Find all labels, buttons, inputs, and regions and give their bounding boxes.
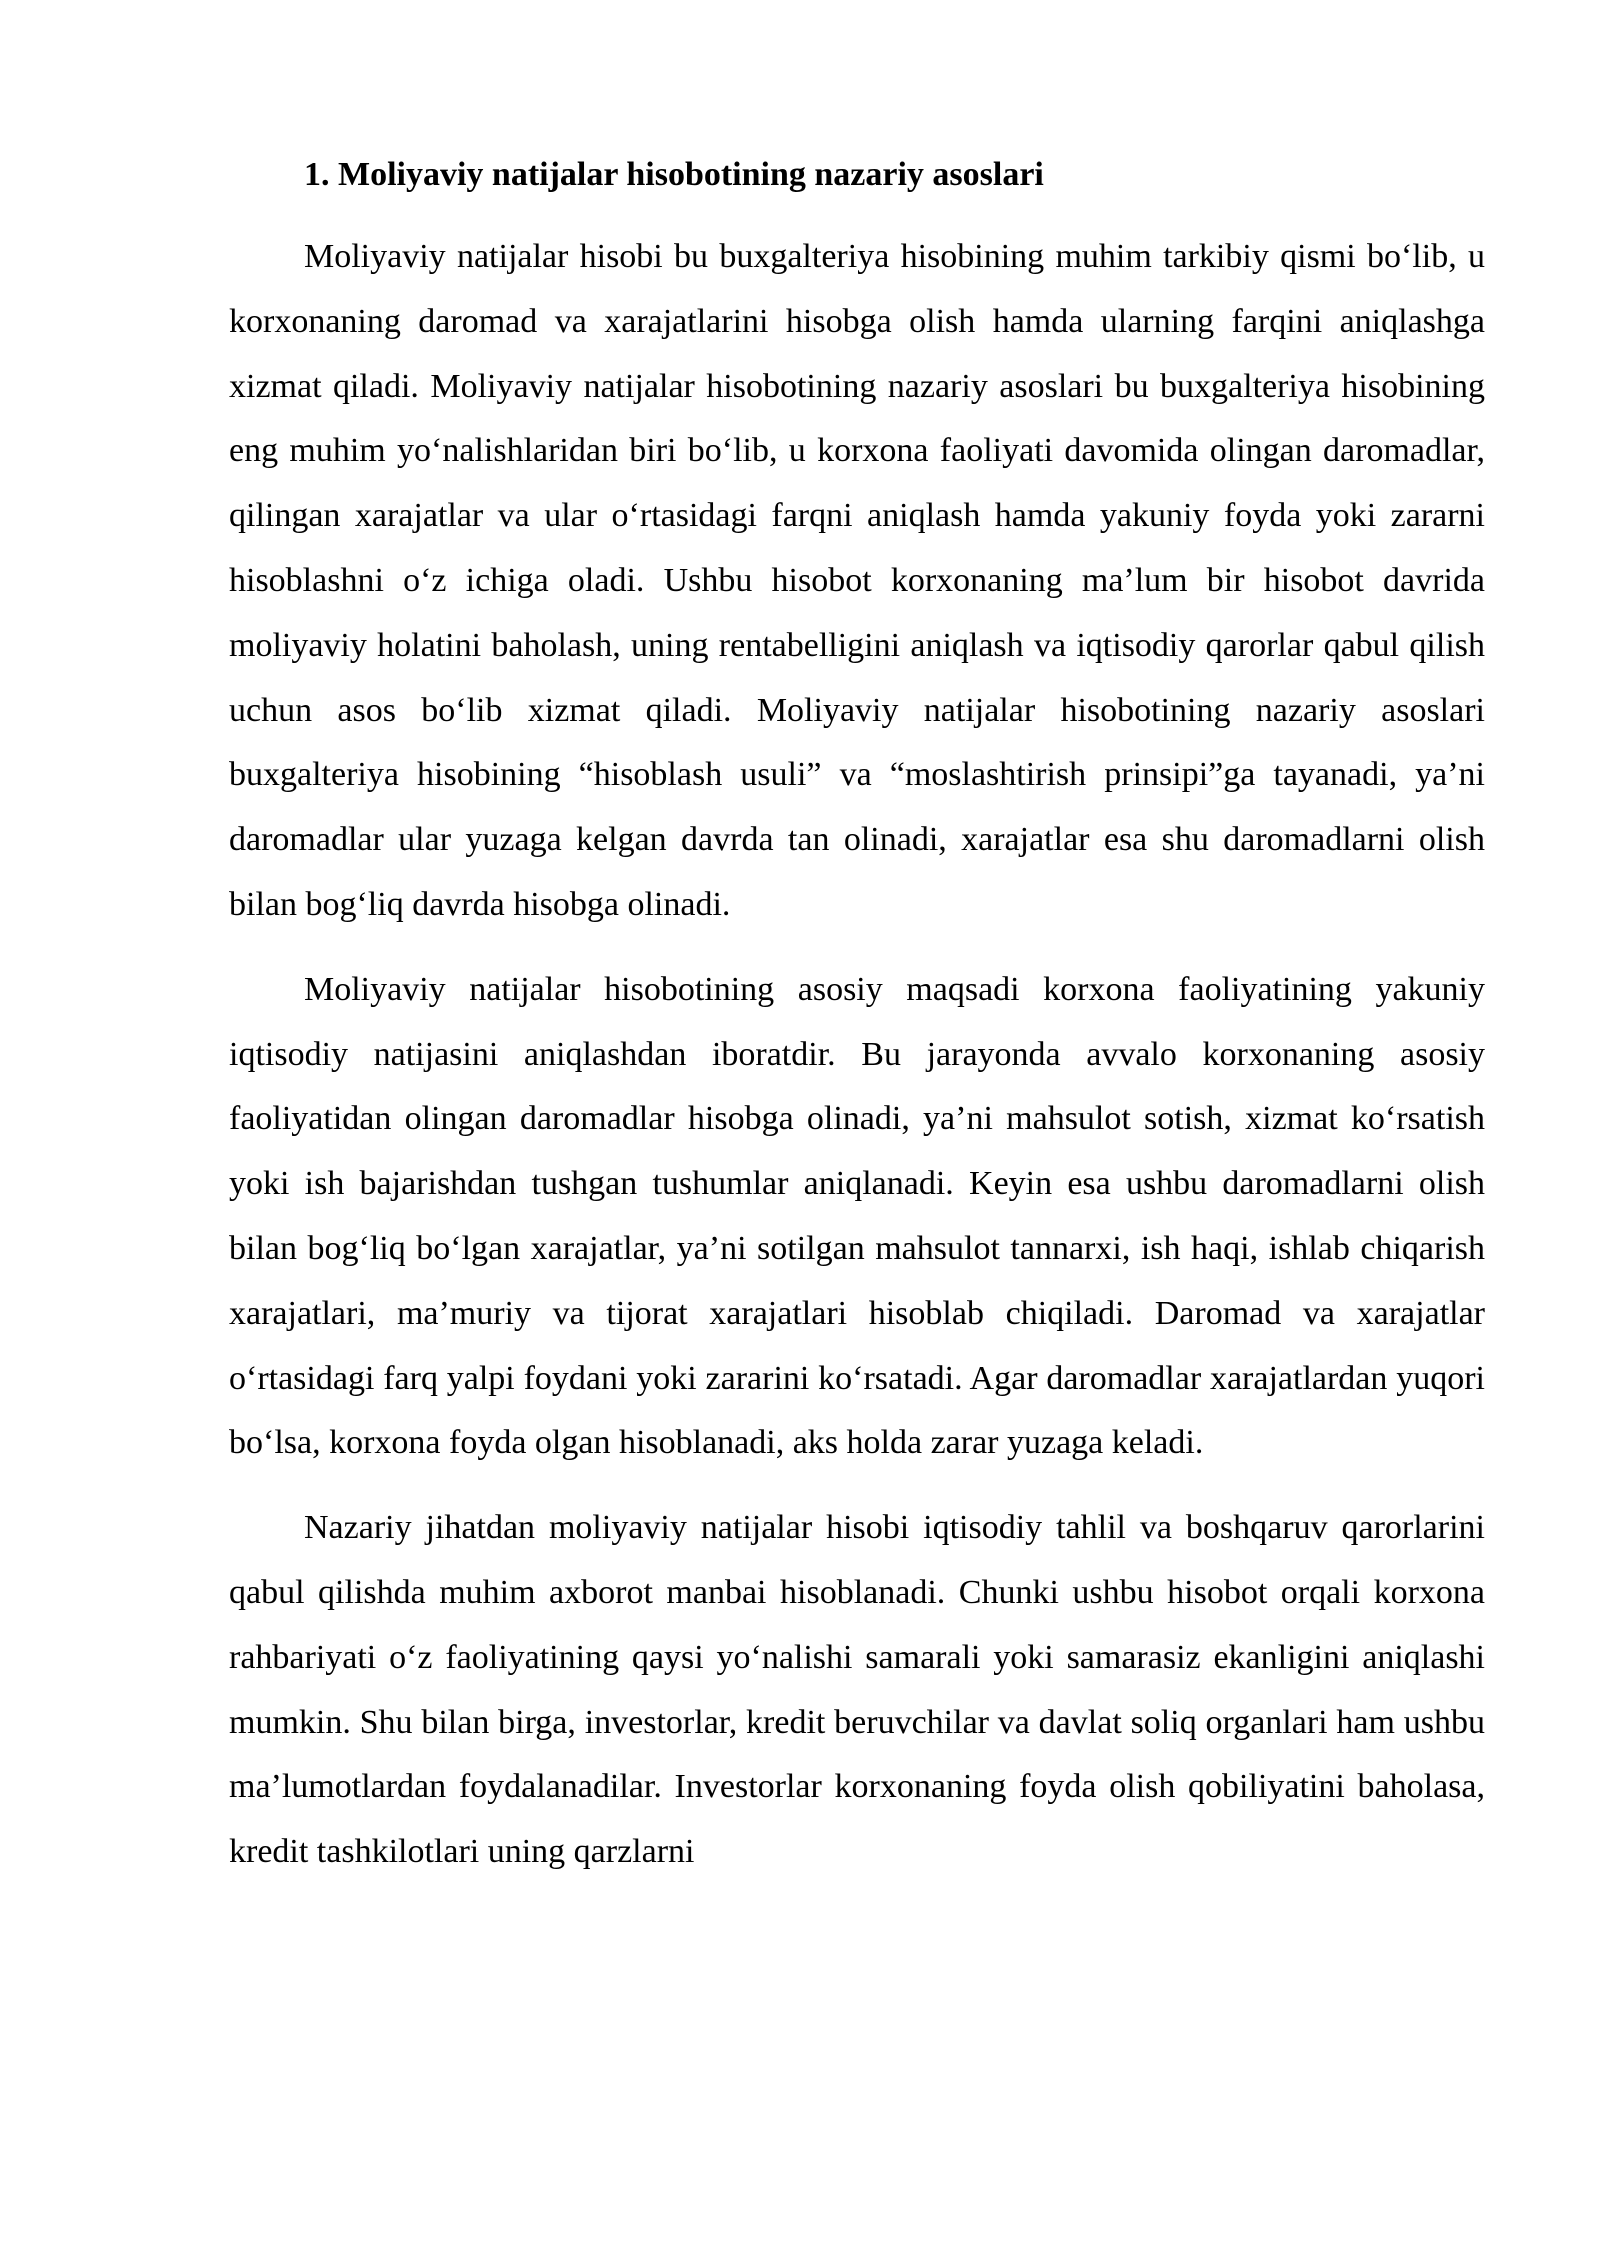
- paragraph-1: Moliyaviy natijalar hisobi bu buxgalteriya hisobining muhim tarkibiy qismi bo‘lib, u korxonaning daromad va xarajatlarini hisobga olish hamda ularning farqini aniqlashga xizmat qiladi. Moliyaviy natijalar hisobotining nazariy asoslari bu buxgalteriya hisobining eng muhim yo‘nalishlaridan biri bo‘lib, u korxona faoliyati davomida olingan daromadlar, qilingan xarajatlar va ular o‘rtasidagi farqni aniqlash hamda yakuniy foyda yoki zararni hisoblashni o‘z ichiga oladi. Ushbu hisobot korxonaning ma’lum bir hisobot davrida moliyaviy holatini baholash, uning rentabelligini aniqlash va iqtisodiy qarorlar qabul qilish uchun asos bo‘lib xizmat qiladi. Moliyaviy natijalar hisobotining nazariy asoslari buxgalteriya hisobining “hisoblash usuli” va “moslashtirish prinsipi”ga tayanadi, ya’ni daromadlar ular yuzaga kelgan davrda tan olinadi, xarajatlar esa shu daromadlarni olish bilan bog‘liq davrda hisobga olinadi.: [229, 238, 1485, 923]
- document-page: [229, 145, 1485, 1905]
- section-heading: 1. Moliyaviy natijalar hisobotining nazariy asoslari: [304, 156, 1044, 193]
- paragraph-3: Nazariy jihatdan moliyaviy natijalar hisobi iqtisodiy tahlil va boshqaruv qarorlarini qabul qilishda muhim axborot manbai hisoblanadi. Chunki ushbu hisobot orqali korxona rahbariyati o‘z faoliyatining qaysi yo‘nalishi samarali yoki samarasiz ekanligini aniqlashi mumkin. Shu bilan birga, investorlar, kredit beruvchilar va davlat soliq organlari ham ushbu ma’lumotlardan foydalanadilar. Investorlar korxonaning foyda olish qobiliyatini baholasa, kredit tashkilotlari uning qarzlarni: [229, 1509, 1485, 1871]
- paragraph-2: Moliyaviy natijalar hisobotining asosiy maqsadi korxona faoliyatining yakuniy iqtisodiy natijasini aniqlashdan iboratdir. Bu jarayonda avvalo korxonaning asosiy faoliyatidan olingan daromadlar hisobga olinadi, ya’ni mahsulot sotish, xizmat ko‘rsatish yoki ish bajarishdan tushgan tushumlar aniqlanadi. Keyin esa ushbu daromadlarni olish bilan bog‘liq bo‘lgan xarajatlar, ya’ni sotilgan mahsulot tannarxi, ish haqi, ishlab chiqarish xarajatlari, ma’muriy va tijorat xarajatlari hisoblab chiqiladi. Daromad va xarajatlar o‘rtasidagi farq yalpi foydani yoki zararini ko‘rsatadi. Agar daromadlar xarajatlardan yuqori bo‘lsa, korxona foyda olgan hisoblanadi, aks holda zarar yuzaga keladi.: [229, 970, 1485, 1462]
